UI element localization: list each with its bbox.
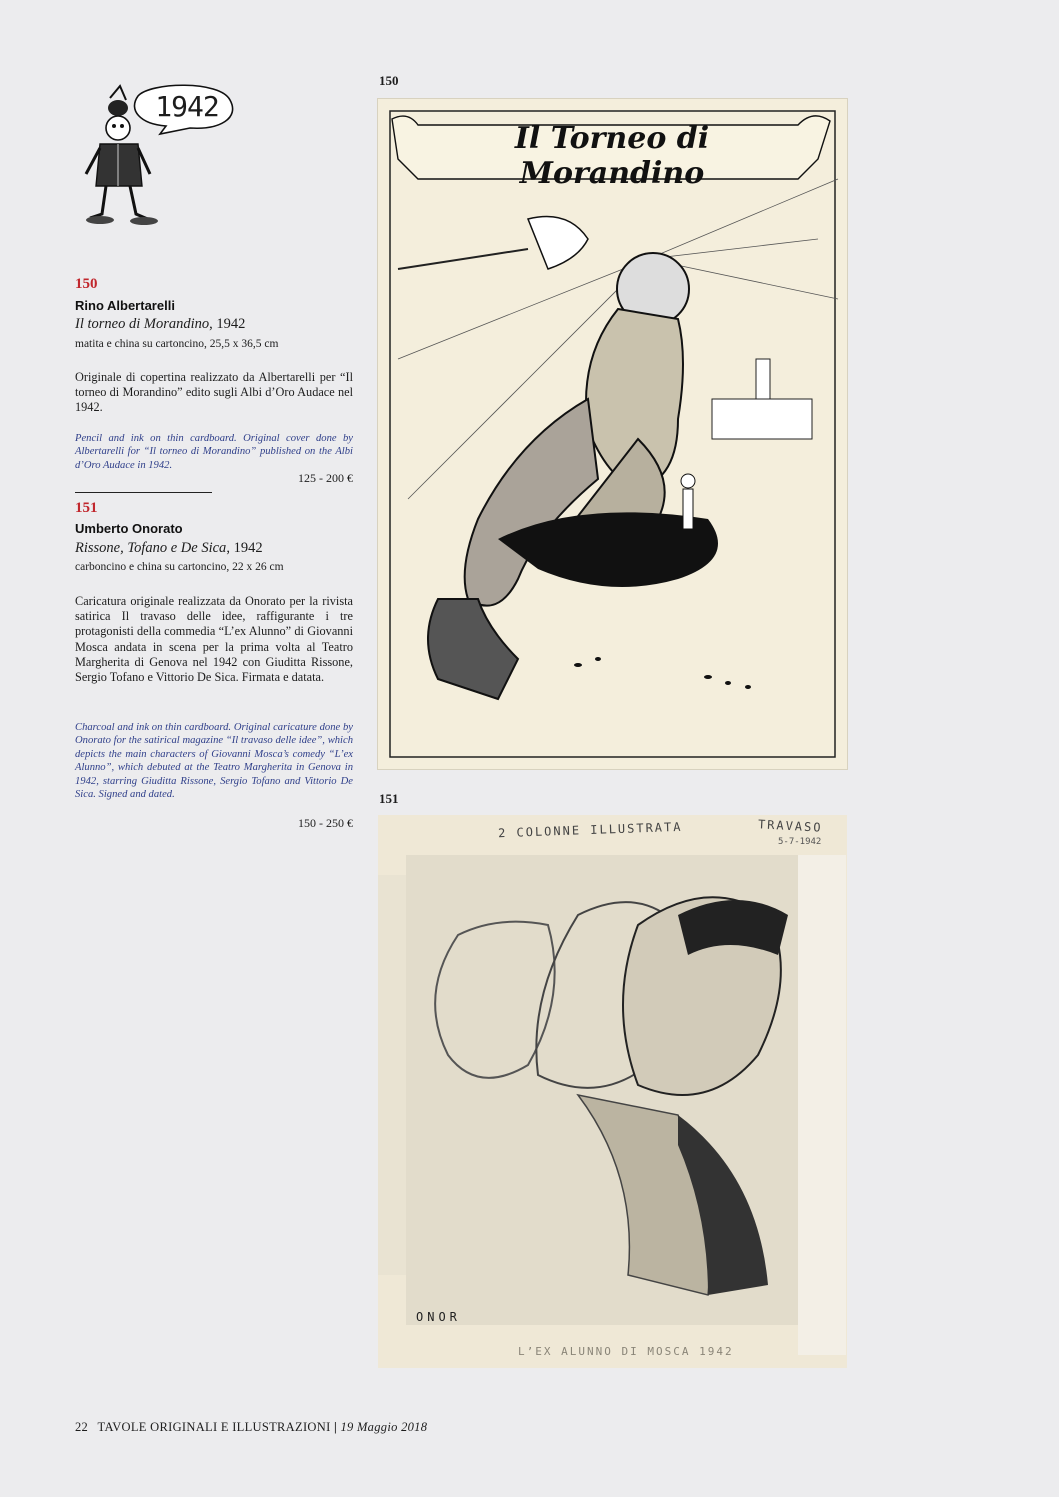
lot-artist: Rino Albertarelli: [75, 298, 175, 313]
footer-separator: |: [330, 1420, 341, 1434]
lot-artist: Umberto Onorato: [75, 521, 183, 536]
footer-date: 19 Maggio 2018: [340, 1420, 428, 1434]
lot-description-en: Charcoal and ink on thin cardboard. Original caricature done by Onorato for the satirical magazine “Il travaso delle idee”, which depicts the main characters of Giovanni Mosca’s comedy “L’ex Alunno”, which debuted at the Teatro Margherita in Genova in 1942, starring Giuditta Rissone, Sergio Tofano and Vittorio De Sica. Signed and dated.: [75, 722, 353, 801]
lot-technique: matita e china su cartoncino, 25,5 x 36,5 cm: [75, 338, 279, 350]
artwork-signature: ONOR: [416, 1310, 461, 1324]
lot-description-en: Pencil and ink on thin cardboard. Original cover done by Albertarelli for “Il torneo di Morandino” published on the Albi d’Oro Audace in 1942.: [75, 433, 353, 471]
artwork-note-right: TRAVASO: [757, 817, 823, 835]
lot-number: 151: [75, 500, 98, 516]
artwork-image-151: [378, 815, 847, 1368]
lot-year: , 1942: [209, 316, 246, 332]
artwork-note-date: 5-7-1942: [778, 837, 822, 847]
lot-title-text: Rissone, Tofano e De Sica: [75, 540, 227, 556]
lot-price: 150 - 250 €: [298, 816, 353, 830]
lot-title-text: Il torneo di Morandino: [75, 316, 210, 332]
lot-divider: [75, 492, 212, 493]
artwork-heading: Il Torneo di Morandino: [514, 121, 710, 191]
artwork-image-150: [378, 99, 847, 769]
lot-year: , 1942: [226, 540, 263, 556]
footer-section: TAVOLE ORIGINALI E ILLUSTRAZIONI: [97, 1420, 331, 1434]
artwork-note-top: 2 COLONNE ILLUSTRATA: [497, 819, 683, 841]
lot-number: 150: [75, 276, 98, 292]
artwork-note-bottom: L’EX ALUNNO DI MOSCA 1942: [518, 1345, 734, 1358]
lot-title: [75, 540, 263, 557]
image-label: 151: [379, 791, 399, 806]
lot-price: 125 - 200 €: [298, 471, 353, 485]
lot-title: [75, 316, 245, 333]
page-footer: [75, 1420, 427, 1435]
lot-technique: carboncino e china su cartoncino, 22 x 26 cm: [75, 561, 284, 573]
lot-description-it: Caricatura originale realizzata da Onorato per la rivista satirica Il travaso delle idee, raffigurante i tre protagonisti della commedia “L’ex Alunno” di Giovanni Mosca andata in scena per la prima volta al Teatro Margherita di Genova nel 1942 con Giuditta Rissone, Sergio Tofano e Vittorio De Sica. Firmata e datata.: [75, 594, 353, 685]
page-number: 22: [75, 1420, 89, 1434]
mascot-illustration: [80, 78, 240, 228]
mascot-bubble-text: 1942: [155, 90, 219, 123]
image-label: 150: [379, 73, 399, 88]
lot-description-it: Originale di copertina realizzato da Albertarelli per “Il torneo di Morandino” edito sugli Albi d’Oro Audace nel 1942.: [75, 370, 353, 415]
